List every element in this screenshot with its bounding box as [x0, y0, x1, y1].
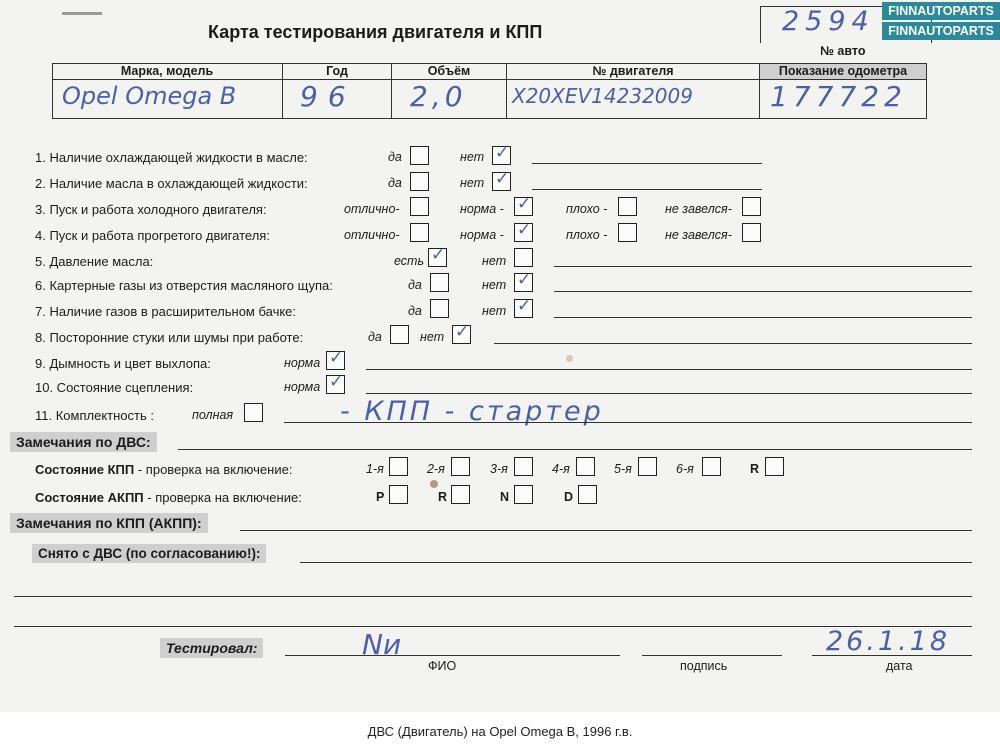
item-9-label: 9. Дымность и цвет выхлопа:: [35, 356, 211, 371]
item-5-notes-line: [554, 266, 972, 267]
date-caption: дата: [886, 659, 913, 673]
item-5-checkbox-present[interactable]: [428, 245, 447, 267]
item-3-option-normal: норма -: [460, 202, 504, 216]
position-p-checkbox[interactable]: [389, 485, 408, 504]
item-7-checkbox-no[interactable]: [514, 296, 533, 318]
item-11-label: 11. Комплектность :: [35, 408, 154, 423]
item-5-option-present: есть: [394, 254, 425, 268]
watermark-logo: FINNAUTOPARTS: [882, 2, 1000, 20]
item-2-option-no: нет: [460, 176, 485, 190]
check-mark-icon: ✓: [455, 322, 470, 342]
item-3-label: 3. Пуск и работа холодного двигателя:: [35, 202, 267, 217]
removed-heading: Снято с ДВС (по согласованию!):: [32, 544, 266, 563]
gear-5-checkbox[interactable]: [638, 457, 657, 476]
value-make-model: Opel Omega B: [62, 82, 237, 110]
item-3-checkbox-excellent[interactable]: [410, 197, 429, 216]
item-8-option-no: нет: [420, 330, 445, 344]
auto-number-label: № авто: [820, 44, 866, 58]
date-handwritten: 26.1.18: [826, 626, 951, 657]
item-6-checkbox-no[interactable]: [514, 270, 533, 292]
paper-mark: [62, 12, 102, 15]
gear-r-label: R: [750, 462, 760, 476]
akpp-check-label: [35, 490, 302, 505]
item-11-checkbox-full[interactable]: [244, 403, 263, 422]
item-3-checkbox-bad[interactable]: [618, 197, 637, 216]
check-mark-icon: ✓: [431, 245, 446, 265]
gear-2-checkbox[interactable]: [451, 457, 470, 476]
removed-line-2: [14, 596, 972, 597]
check-mark-icon: ✓: [495, 143, 510, 163]
item-7-option-no: нет: [482, 304, 507, 318]
item-8-label: 8. Посторонние стуки или шумы при работе:: [35, 330, 304, 345]
check-mark-icon: ✓: [495, 169, 510, 189]
item-6-notes-line: [554, 291, 972, 292]
item-10-option-normal: норма: [284, 380, 321, 394]
dvs-notes-heading: Замечания по ДВС:: [10, 432, 157, 452]
item-2-checkbox-no[interactable]: [492, 169, 511, 191]
signature-caption: подпись: [680, 659, 728, 673]
item-3-option-failed: не завелся-: [665, 202, 732, 216]
item-1-notes-line: [532, 163, 762, 164]
paper-stain: [566, 355, 573, 362]
position-r-label: R: [438, 490, 448, 504]
position-n-label: N: [500, 490, 510, 504]
item-8-option-yes: да: [368, 330, 382, 344]
tested-by-label: Тестировал:: [160, 638, 263, 658]
item-5-label: 5. Давление масла:: [35, 254, 154, 269]
gear-2-label: 2-я: [427, 462, 445, 476]
gear-6-checkbox[interactable]: [702, 457, 721, 476]
item-8-checkbox-no[interactable]: [452, 322, 471, 344]
dvs-notes-line: [178, 449, 972, 450]
item-7-label: 7. Наличие газов в расширительном бачке:: [35, 304, 297, 319]
date-line: [812, 655, 972, 656]
header-odometer: Показание одометра: [778, 64, 908, 78]
gear-1-label: 1-я: [366, 462, 384, 476]
gear-5-label: 5-я: [614, 462, 632, 476]
gear-3-checkbox[interactable]: [514, 457, 533, 476]
item-4-checkbox-bad[interactable]: [618, 223, 637, 242]
item-2-notes-line: [532, 189, 762, 190]
image-caption: ДВС (Двигатель) на Opel Omega B, 1996 г.в.: [367, 724, 633, 739]
item-1-option-yes: да: [388, 150, 402, 164]
item-2-checkbox-yes[interactable]: [410, 172, 429, 191]
page-title: Карта тестирования двигателя и КПП: [208, 22, 543, 42]
position-r-checkbox[interactable]: [451, 485, 470, 504]
item-10-checkbox-normal[interactable]: [326, 372, 345, 394]
item-6-option-yes: да: [408, 278, 422, 292]
name-line: [285, 655, 620, 656]
kpp-check-title: Состояние КПП: [35, 462, 135, 477]
item-4-checkbox-normal[interactable]: [514, 220, 533, 242]
paper-stain: [430, 480, 438, 488]
item-2-option-yes: да: [388, 176, 402, 190]
item-9-notes-line: [366, 369, 972, 370]
item-11-note: - КПП - стартер: [340, 396, 604, 427]
removed-line-1: [300, 562, 972, 563]
item-4-option-excellent: отлично-: [344, 228, 400, 242]
item-3-checkbox-failed[interactable]: [742, 197, 761, 216]
kpp-notes-line: [240, 530, 972, 531]
item-10-notes-line: [366, 393, 972, 394]
watermark-logo: FINNAUTOPARTS: [882, 22, 1000, 40]
value-engine-number: X20XEV14232009: [512, 84, 693, 108]
check-mark-icon: ✓: [517, 270, 532, 290]
item-8-checkbox-yes[interactable]: [390, 325, 409, 344]
akpp-check-title: Состояние АКПП: [35, 490, 144, 505]
item-3-option-excellent: отлично-: [344, 202, 400, 216]
kpp-check-suffix: - проверка на включение:: [134, 462, 293, 477]
gear-1-checkbox[interactable]: [389, 457, 408, 476]
item-1-option-no: нет: [460, 150, 485, 164]
item-4-option-bad: плохо -: [566, 228, 608, 242]
kpp-check-label: [35, 462, 292, 477]
check-mark-icon: ✓: [517, 220, 532, 240]
item-10-label: 10. Состояние сцепления:: [35, 380, 194, 395]
item-2-label: 2. Наличие масла в охлаждающей жидкости:: [35, 176, 308, 191]
position-p-label: P: [376, 490, 385, 504]
item-9-option-normal: норма: [284, 356, 321, 370]
item-7-notes-line: [554, 317, 972, 318]
gear-6-label: 6-я: [676, 462, 694, 476]
gear-3-label: 3-я: [490, 462, 508, 476]
item-4-option-normal: норма -: [460, 228, 504, 242]
position-n-checkbox[interactable]: [514, 485, 533, 504]
item-7-checkbox-yes[interactable]: [430, 299, 449, 318]
item-9-checkbox-normal[interactable]: [326, 348, 345, 370]
value-volume: 2,0: [410, 80, 467, 113]
item-11-option-full: полная: [192, 408, 234, 422]
gear-r-checkbox[interactable]: [765, 457, 784, 476]
auto-number-value: 2594: [782, 6, 875, 37]
signature-line: [642, 655, 782, 656]
gear-4-checkbox[interactable]: [576, 457, 595, 476]
item-11-notes-line: [284, 422, 972, 423]
header-year: Год: [283, 64, 392, 79]
position-d-checkbox[interactable]: [578, 485, 597, 504]
name-caption: ФИО: [428, 659, 457, 673]
item-6-label: 6. Картерные газы из отверстия масляного щупа:: [35, 278, 333, 293]
check-mark-icon: ✓: [329, 348, 344, 368]
check-mark-icon: ✓: [329, 372, 344, 392]
item-4-checkbox-failed[interactable]: [742, 223, 761, 242]
item-6-checkbox-yes[interactable]: [430, 273, 449, 292]
header-volume: Объём: [392, 64, 507, 79]
item-1-checkbox-no[interactable]: [492, 143, 511, 165]
gear-4-label: 4-я: [552, 462, 570, 476]
header-make-model: Марка, модель: [52, 64, 283, 79]
kpp-notes-heading: Замечания по КПП (АКПП):: [10, 513, 208, 533]
header-engine-number: № двигателя: [507, 64, 760, 79]
position-d-label: D: [564, 490, 574, 504]
item-4-checkbox-excellent[interactable]: [410, 223, 429, 242]
item-7-option-yes: да: [408, 304, 422, 318]
item-1-label: 1. Наличие охлаждающей жидкости в масле:: [35, 150, 308, 165]
value-odometer: 177722: [770, 80, 907, 113]
akpp-check-suffix: - проверка на включение:: [143, 490, 302, 505]
item-3-checkbox-normal[interactable]: [514, 194, 533, 216]
check-mark-icon: ✓: [517, 296, 532, 316]
value-year: 96: [300, 80, 356, 113]
item-3-option-bad: плохо -: [566, 202, 608, 216]
item-4-label: 4. Пуск и работа прогретого двигателя:: [35, 228, 270, 243]
item-4-option-failed: не завелся-: [665, 228, 732, 242]
item-5-checkbox-absent[interactable]: [514, 248, 533, 267]
item-5-option-absent: нет: [482, 254, 507, 268]
item-8-notes-line: [494, 343, 972, 344]
tester-name-handwritten: Nи: [362, 628, 402, 661]
item-6-option-no: нет: [482, 278, 507, 292]
check-mark-icon: ✓: [517, 194, 532, 214]
item-1-checkbox-yes[interactable]: [410, 146, 429, 165]
